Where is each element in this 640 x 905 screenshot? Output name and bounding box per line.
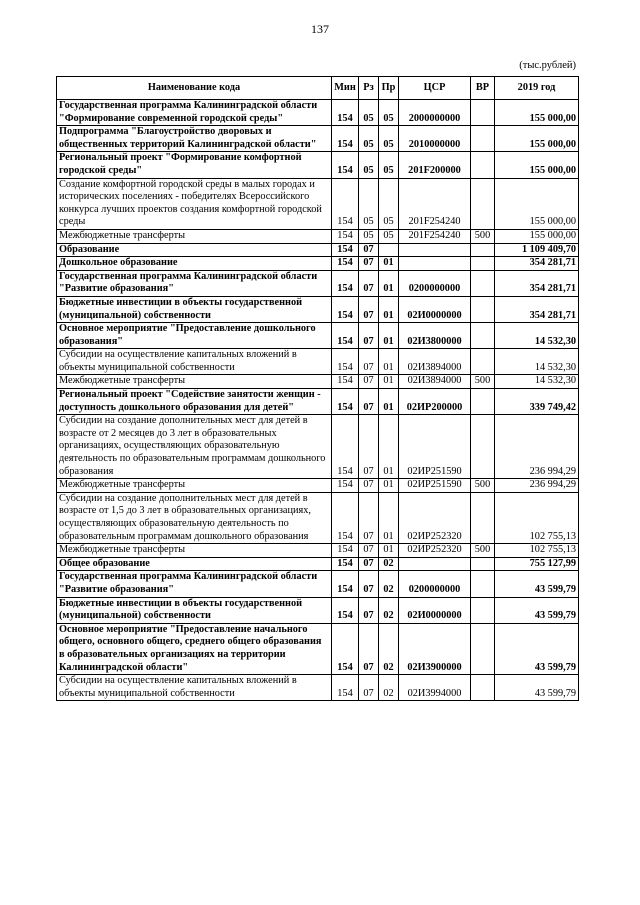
cell-amount: 155 000,00 (495, 178, 579, 229)
table-row (57, 152, 579, 178)
cell-rz: 07 (359, 479, 379, 493)
cell-min: 154 (332, 623, 359, 674)
cell-min: 154 (332, 152, 359, 178)
cell-rz: 07 (359, 557, 379, 571)
cell-min: 154 (332, 571, 359, 597)
cell-csr (399, 257, 471, 271)
cell-min: 154 (332, 415, 359, 479)
cell-rz: 05 (359, 126, 379, 152)
table-row (57, 675, 579, 701)
cell-vr (471, 126, 495, 152)
cell-csr (399, 557, 471, 571)
cell-vr: 500 (471, 229, 495, 243)
cell-min: 154 (332, 675, 359, 701)
table-row (57, 126, 579, 152)
cell-vr (471, 100, 495, 126)
header-min: Мин (332, 77, 359, 100)
cell-vr (471, 152, 495, 178)
cell-vr (471, 323, 495, 349)
cell-min: 154 (332, 349, 359, 375)
cell-min: 154 (332, 375, 359, 389)
cell-name: Основное мероприятие "Предоставление начального общего, основного общего, среднего общего образования в образовательных организациях на территории Калининградской области" (57, 623, 332, 674)
cell-csr: 02И0000000 (399, 597, 471, 623)
cell-amount: 14 532,30 (495, 375, 579, 389)
header-pr: Пр (379, 77, 399, 100)
table-row (57, 243, 579, 257)
page-number: 137 (311, 22, 329, 36)
cell-vr (471, 270, 495, 296)
cell-name: Бюджетные инвестиции в объекты государственной (муниципальной) собственности (57, 597, 332, 623)
table-row (57, 415, 579, 479)
cell-vr (471, 623, 495, 674)
cell-csr: 02ИР252320 (399, 492, 471, 543)
cell-min: 154 (332, 126, 359, 152)
cell-csr: 2000000000 (399, 100, 471, 126)
cell-amount: 43 599,79 (495, 597, 579, 623)
cell-amount: 14 532,30 (495, 323, 579, 349)
table-row (57, 544, 579, 558)
cell-csr: 02И3900000 (399, 623, 471, 674)
cell-name: Межбюджетные трансферты (57, 544, 332, 558)
cell-name: Дошкольное образование (57, 257, 332, 271)
cell-amount: 43 599,79 (495, 571, 579, 597)
cell-name: Субсидии на создание дополнительных мест для детей в возрасте от 1,5 до 3 лет в образовательных организациях, осуществляющих образовательную деятельность по образовательным программам дошкольного образования (57, 492, 332, 543)
cell-vr (471, 257, 495, 271)
cell-min: 154 (332, 296, 359, 322)
cell-name: Межбюджетные трансферты (57, 375, 332, 389)
cell-min: 154 (332, 178, 359, 229)
cell-rz: 07 (359, 389, 379, 415)
cell-csr: 0200000000 (399, 270, 471, 296)
cell-vr (471, 415, 495, 479)
cell-min: 154 (332, 479, 359, 493)
cell-csr: 02И3994000 (399, 675, 471, 701)
cell-vr (471, 349, 495, 375)
cell-rz: 07 (359, 675, 379, 701)
cell-pr: 01 (379, 389, 399, 415)
table-row (57, 557, 579, 571)
cell-amount: 155 000,00 (495, 100, 579, 126)
header-rz: Рз (359, 77, 379, 100)
cell-rz: 07 (359, 323, 379, 349)
cell-vr (471, 389, 495, 415)
cell-amount: 236 994,29 (495, 415, 579, 479)
cell-name: Государственная программа Калининградской области "Формирование современной городской среды" (57, 100, 332, 126)
cell-amount: 354 281,71 (495, 257, 579, 271)
cell-pr (379, 243, 399, 257)
cell-pr: 01 (379, 257, 399, 271)
cell-pr: 02 (379, 675, 399, 701)
cell-name: Региональный проект "Содействие занятости женщин - доступность дошкольного образования для детей" (57, 389, 332, 415)
cell-name: Субсидии на осуществление капитальных вложений в объекты муниципальной собственности (57, 675, 332, 701)
cell-name: Межбюджетные трансферты (57, 479, 332, 493)
cell-pr: 01 (379, 349, 399, 375)
cell-amount: 354 281,71 (495, 270, 579, 296)
budget-table (56, 76, 579, 701)
cell-rz: 05 (359, 100, 379, 126)
cell-rz: 05 (359, 178, 379, 229)
cell-min: 154 (332, 557, 359, 571)
cell-rz: 07 (359, 544, 379, 558)
cell-amount: 155 000,00 (495, 152, 579, 178)
table-row (57, 349, 579, 375)
cell-vr (471, 571, 495, 597)
table-row (57, 479, 579, 493)
cell-csr (399, 243, 471, 257)
table-row (57, 178, 579, 229)
header-name: Наименование кода (57, 77, 332, 100)
cell-name: Государственная программа Калининградской области "Развитие образования" (57, 270, 332, 296)
cell-name: Подпрограмма "Благоустройство дворовых и общественных территорий Калининградской области" (57, 126, 332, 152)
cell-name: Бюджетные инвестиции в объекты государственной (муниципальной) собственности (57, 296, 332, 322)
cell-vr (471, 296, 495, 322)
cell-pr: 01 (379, 323, 399, 349)
cell-csr: 02И3800000 (399, 323, 471, 349)
cell-amount: 102 755,13 (495, 492, 579, 543)
header-year: 2019 год (495, 77, 579, 100)
cell-name: Основное мероприятие "Предоставление дошкольного образования" (57, 323, 332, 349)
table-header-row (57, 77, 579, 100)
cell-name: Региональный проект "Формирование комфортной городской среды" (57, 152, 332, 178)
table-body (57, 100, 579, 701)
cell-name: Образование (57, 243, 332, 257)
cell-csr: 02ИР251590 (399, 479, 471, 493)
cell-amount: 43 599,79 (495, 675, 579, 701)
cell-amount: 102 755,13 (495, 544, 579, 558)
cell-name: Общее образование (57, 557, 332, 571)
cell-min: 154 (332, 229, 359, 243)
cell-min: 154 (332, 544, 359, 558)
cell-pr: 02 (379, 557, 399, 571)
cell-rz: 07 (359, 243, 379, 257)
cell-pr: 05 (379, 178, 399, 229)
table-row (57, 257, 579, 271)
cell-pr: 02 (379, 623, 399, 674)
header-csr: ЦСР (399, 77, 471, 100)
cell-amount: 236 994,29 (495, 479, 579, 493)
cell-min: 154 (332, 270, 359, 296)
table-row (57, 270, 579, 296)
cell-rz: 07 (359, 623, 379, 674)
cell-vr: 500 (471, 479, 495, 493)
cell-vr (471, 557, 495, 571)
cell-min: 154 (332, 323, 359, 349)
cell-pr: 02 (379, 597, 399, 623)
cell-rz: 07 (359, 270, 379, 296)
header-vr: ВР (471, 77, 495, 100)
cell-min: 154 (332, 243, 359, 257)
cell-rz: 07 (359, 296, 379, 322)
cell-rz: 05 (359, 152, 379, 178)
cell-vr (471, 243, 495, 257)
table-row (57, 389, 579, 415)
cell-vr: 500 (471, 544, 495, 558)
cell-amount: 755 127,99 (495, 557, 579, 571)
cell-amount: 43 599,79 (495, 623, 579, 674)
cell-min: 154 (332, 257, 359, 271)
cell-pr: 01 (379, 375, 399, 389)
cell-vr: 500 (471, 375, 495, 389)
cell-min: 154 (332, 492, 359, 543)
cell-pr: 05 (379, 100, 399, 126)
cell-rz: 07 (359, 349, 379, 375)
cell-vr (471, 597, 495, 623)
cell-rz: 07 (359, 597, 379, 623)
cell-rz: 05 (359, 229, 379, 243)
cell-csr: 02И0000000 (399, 296, 471, 322)
cell-name: Межбюджетные трансферты (57, 229, 332, 243)
cell-pr: 02 (379, 571, 399, 597)
cell-pr: 01 (379, 479, 399, 493)
units-label: (тыс.рублей) (519, 60, 576, 71)
cell-vr (471, 675, 495, 701)
table-row (57, 492, 579, 543)
cell-csr: 201F254240 (399, 178, 471, 229)
table-row (57, 623, 579, 674)
cell-name: Государственная программа Калининградской области "Развитие образования" (57, 571, 332, 597)
cell-amount: 354 281,71 (495, 296, 579, 322)
cell-rz: 07 (359, 257, 379, 271)
cell-pr: 05 (379, 126, 399, 152)
cell-min: 154 (332, 100, 359, 126)
cell-amount: 155 000,00 (495, 126, 579, 152)
table-row (57, 296, 579, 322)
table-row (57, 100, 579, 126)
cell-pr: 01 (379, 296, 399, 322)
cell-min: 154 (332, 389, 359, 415)
cell-pr: 05 (379, 229, 399, 243)
cell-amount: 155 000,00 (495, 229, 579, 243)
table-row (57, 229, 579, 243)
table-row (57, 323, 579, 349)
cell-rz: 07 (359, 571, 379, 597)
cell-amount: 1 109 409,70 (495, 243, 579, 257)
cell-rz: 07 (359, 415, 379, 479)
cell-pr: 01 (379, 544, 399, 558)
cell-pr: 01 (379, 415, 399, 479)
cell-amount: 339 749,42 (495, 389, 579, 415)
cell-rz: 07 (359, 375, 379, 389)
cell-name: Субсидии на создание дополнительных мест для детей в возрасте от 2 месяцев до 3 лет в образовательных организациях, осуществляющих образовательную деятельность по образовательным программам дошкольного образования (57, 415, 332, 479)
cell-csr: 02ИР252320 (399, 544, 471, 558)
cell-vr (471, 492, 495, 543)
cell-pr: 01 (379, 270, 399, 296)
cell-amount: 14 532,30 (495, 349, 579, 375)
table-row (57, 571, 579, 597)
cell-csr: 02ИР200000 (399, 389, 471, 415)
table-row (57, 375, 579, 389)
cell-csr: 02И3894000 (399, 349, 471, 375)
cell-rz: 07 (359, 492, 379, 543)
cell-vr (471, 178, 495, 229)
cell-min: 154 (332, 597, 359, 623)
table-row (57, 597, 579, 623)
cell-name: Создание комфортной городской среды в малых городах и исторических поселениях - победителях Всероссийского конкурса лучших проектов создания комфортной городской среды (57, 178, 332, 229)
cell-csr: 201F200000 (399, 152, 471, 178)
cell-csr: 02ИР251590 (399, 415, 471, 479)
cell-name: Субсидии на осуществление капитальных вложений в объекты муниципальной собственности (57, 349, 332, 375)
cell-csr: 2010000000 (399, 126, 471, 152)
cell-csr: 201F254240 (399, 229, 471, 243)
cell-csr: 0200000000 (399, 571, 471, 597)
cell-pr: 05 (379, 152, 399, 178)
cell-pr: 01 (379, 492, 399, 543)
cell-csr: 02И3894000 (399, 375, 471, 389)
